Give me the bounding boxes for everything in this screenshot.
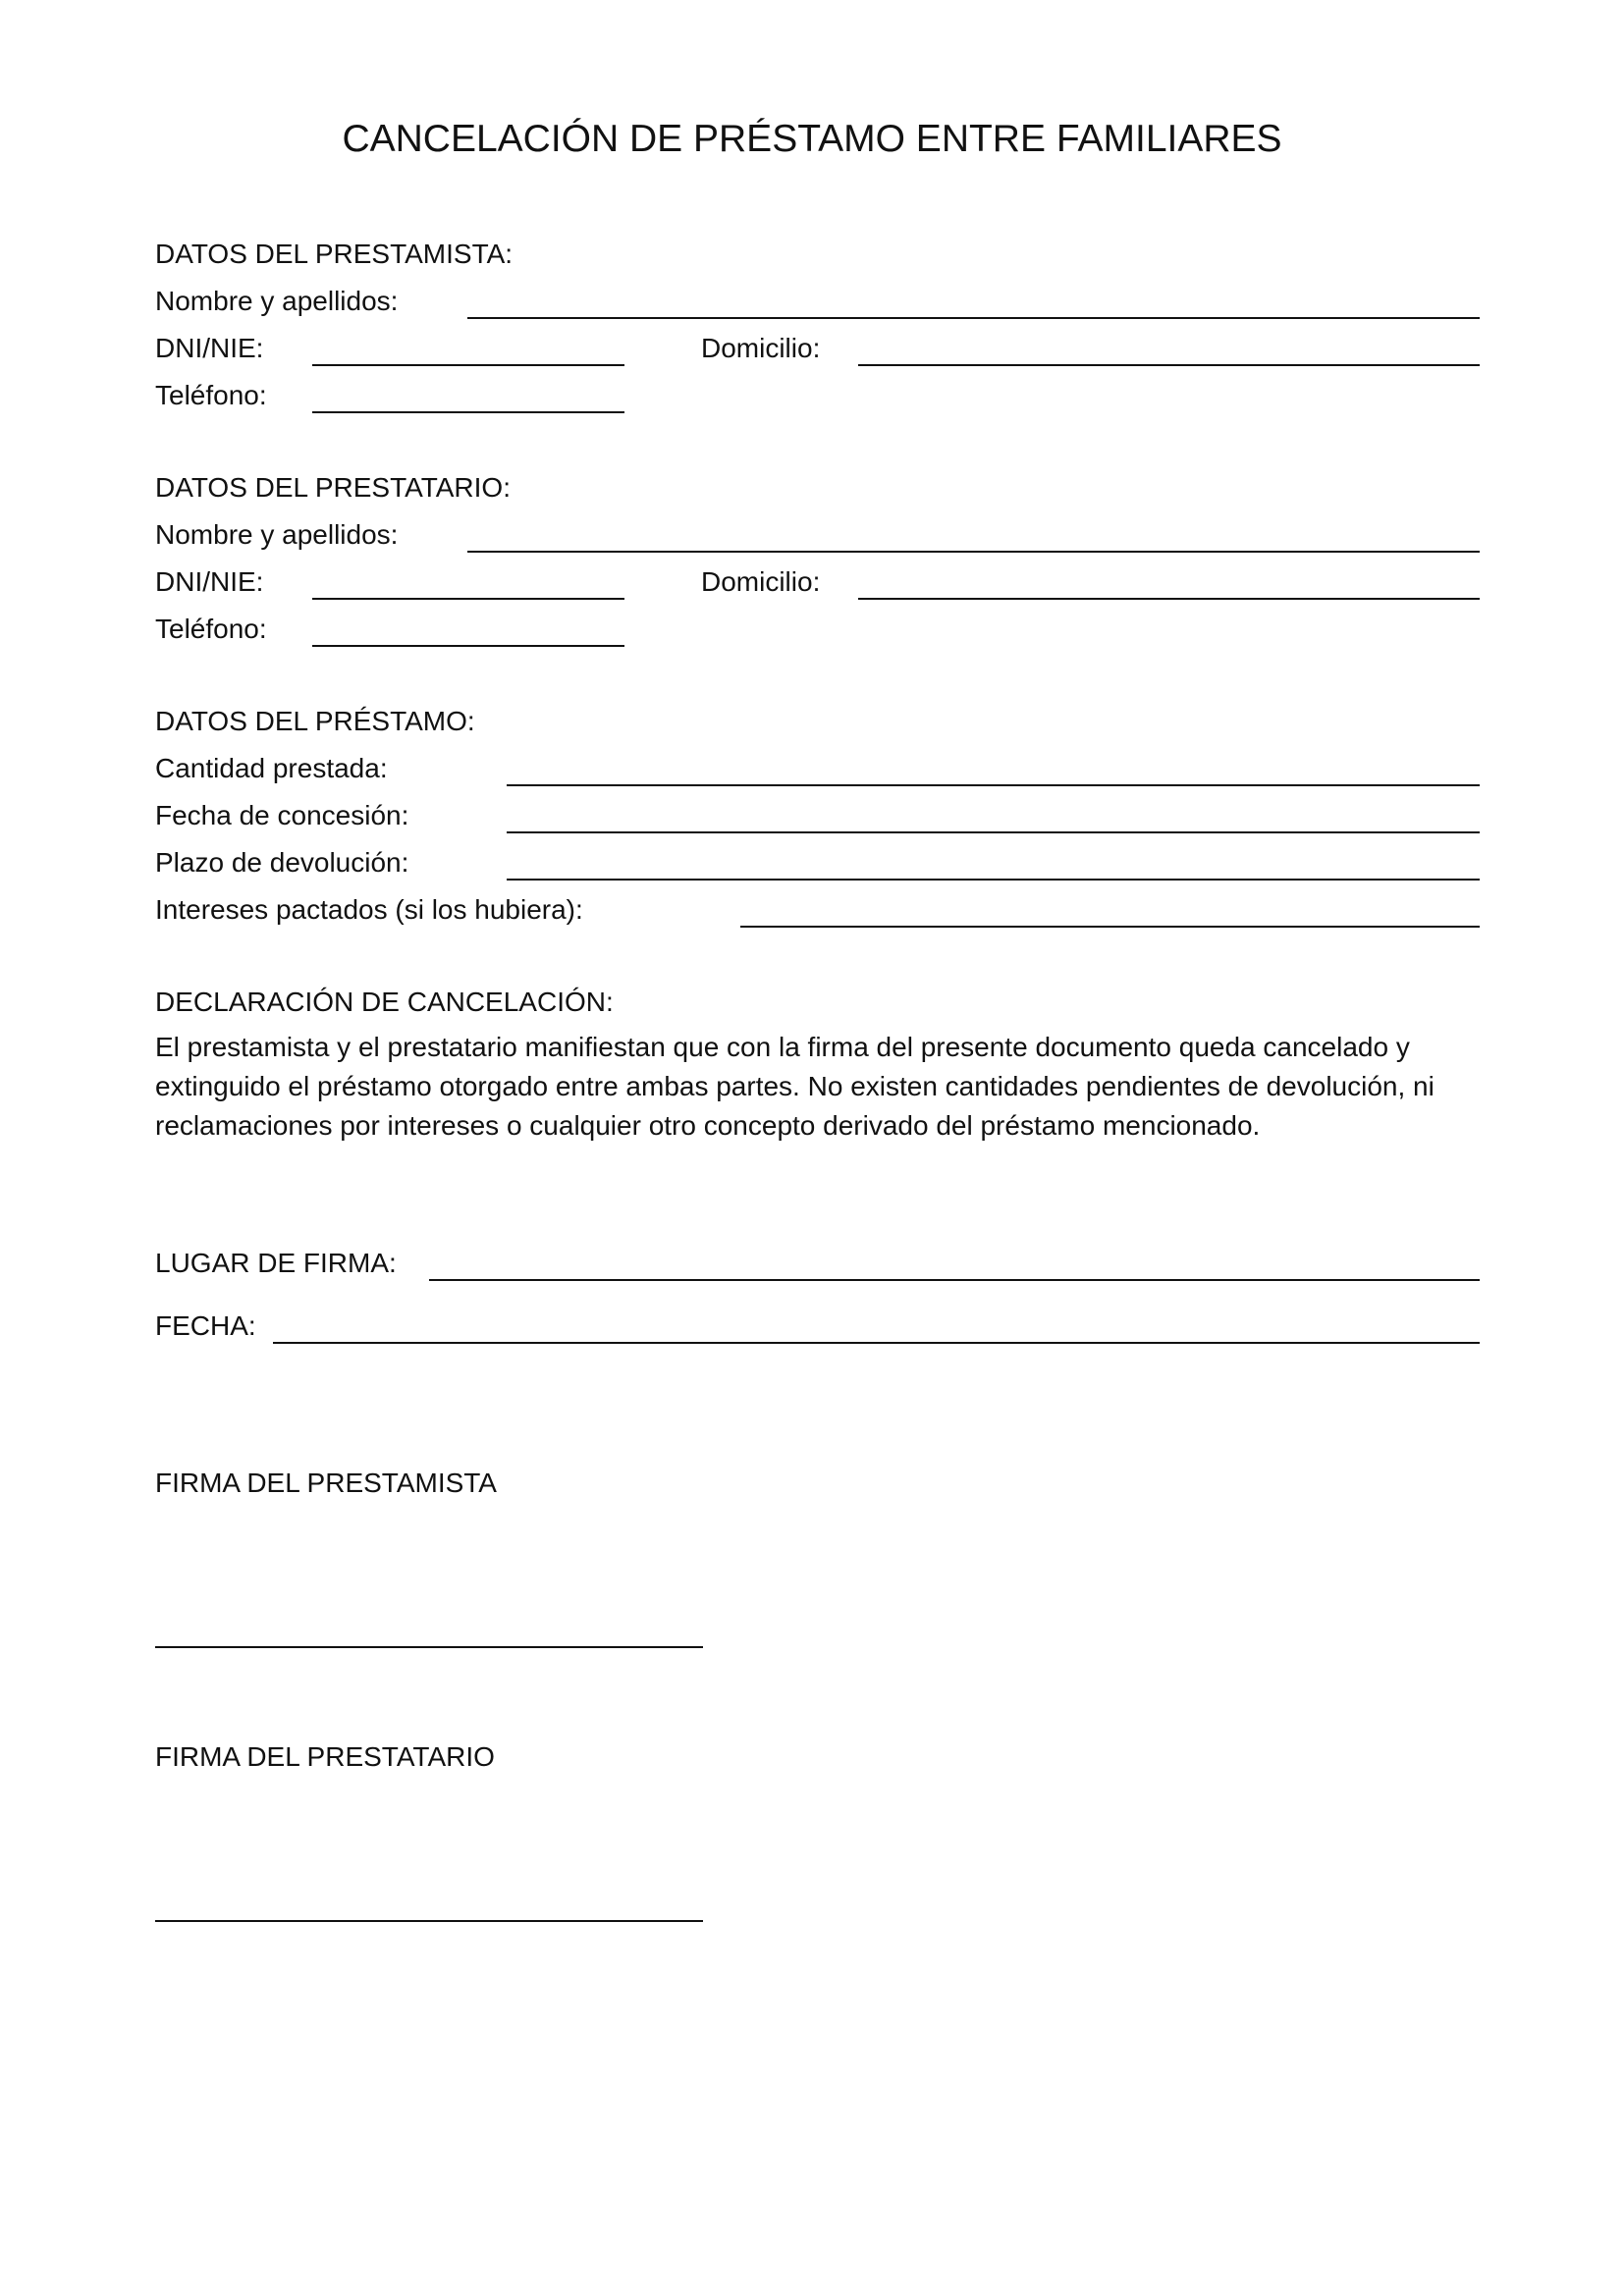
- borrower-name-field[interactable]: [467, 551, 1480, 553]
- borrower-phone-field[interactable]: [312, 645, 624, 647]
- signing-date-field[interactable]: [273, 1342, 1480, 1344]
- borrower-phone-label: Teléfono:: [155, 614, 267, 644]
- signing-date-label: FECHA:: [155, 1310, 256, 1341]
- lender-phone-field[interactable]: [312, 411, 624, 413]
- lender-signature-line[interactable]: [155, 1646, 703, 1648]
- loan-section-heading: DATOS DEL PRÉSTAMO:: [155, 706, 475, 736]
- lender-dni-label: DNI/NIE:: [155, 333, 264, 363]
- loan-date-field[interactable]: [507, 831, 1480, 833]
- loan-date-label: Fecha de concesión:: [155, 800, 409, 830]
- loan-amount-field[interactable]: [507, 784, 1480, 786]
- lender-dni-field[interactable]: [312, 364, 624, 366]
- lender-phone-label: Teléfono:: [155, 380, 267, 410]
- signing-place-field[interactable]: [429, 1279, 1480, 1281]
- document-title: CANCELACIÓN DE PRÉSTAMO ENTRE FAMILIARES: [342, 118, 1282, 160]
- borrower-signature-line[interactable]: [155, 1920, 703, 1922]
- lender-signature-label: FIRMA DEL PRESTAMISTA: [155, 1468, 497, 1498]
- lender-name-label: Nombre y apellidos:: [155, 286, 399, 316]
- borrower-dni-field[interactable]: [312, 598, 624, 600]
- loan-amount-label: Cantidad prestada:: [155, 753, 388, 783]
- borrower-dni-label: DNI/NIE:: [155, 566, 264, 597]
- declaration-text: El prestamista y el prestatario manifiestan que con la firma del presente documento queda cancelado y extinguido el préstamo otorgado entre ambas partes. No existen cantidades pendientes de devolución, ni reclamaciones por intereses o cualquier otro concepto derivado del préstamo mencionado.: [155, 1032, 1435, 1141]
- borrower-section-heading: DATOS DEL PRESTATARIO:: [155, 472, 511, 503]
- borrower-signature-label: FIRMA DEL PRESTATARIO: [155, 1741, 495, 1772]
- loan-interest-label: Intereses pactados (si los hubiera):: [155, 894, 583, 925]
- borrower-address-field[interactable]: [858, 598, 1480, 600]
- borrower-name-label: Nombre y apellidos:: [155, 519, 399, 550]
- borrower-address-label: Domicilio:: [701, 566, 821, 597]
- loan-term-field[interactable]: [507, 879, 1480, 881]
- declaration-heading: DECLARACIÓN DE CANCELACIÓN:: [155, 987, 614, 1017]
- lender-address-label: Domicilio:: [701, 333, 821, 363]
- loan-interest-field[interactable]: [740, 926, 1480, 928]
- signing-place-label: LUGAR DE FIRMA:: [155, 1248, 397, 1278]
- loan-term-label: Plazo de devolución:: [155, 847, 409, 878]
- lender-address-field[interactable]: [858, 364, 1480, 366]
- lender-name-field[interactable]: [467, 317, 1480, 319]
- lender-section-heading: DATOS DEL PRESTAMISTA:: [155, 239, 514, 269]
